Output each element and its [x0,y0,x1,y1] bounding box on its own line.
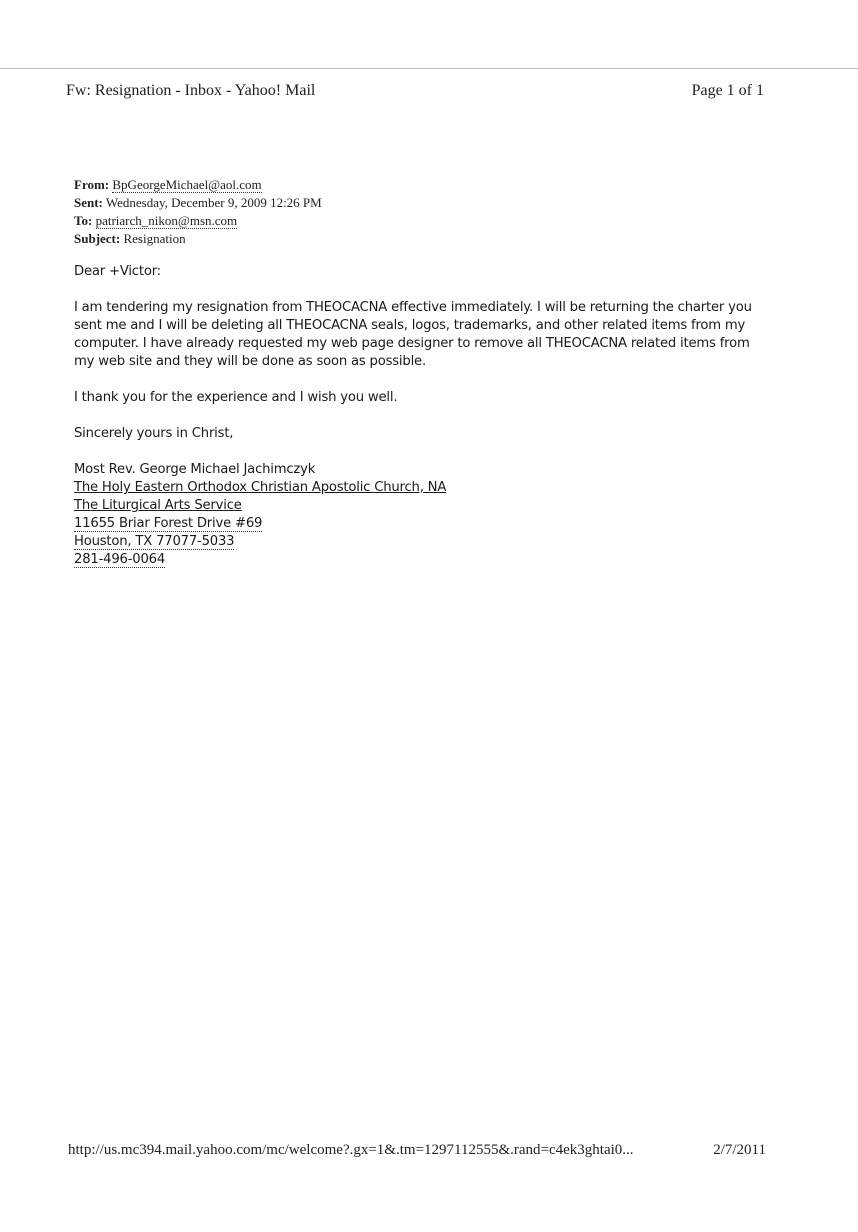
print-footer-url: http://us.mc394.mail.yahoo.com/mc/welcome?.gx=1&.tm=1297112555&.rand=c4ek3ghtai0... [68,1142,634,1158]
print-header-page-number: Page 1 of 1 [691,82,764,99]
subject-row [74,230,322,248]
sent-label: Sent: [74,195,103,210]
body-paragraph-2: I thank you for the experience and I wish you well. [74,390,398,405]
signature-block [74,461,764,569]
signature-name: Most Rev. George Michael Jachimczyk [74,462,316,477]
greeting: Dear +Victor: [74,264,161,279]
top-divider [0,68,858,69]
print-footer-date: 2/7/2011 [713,1142,766,1158]
body-paragraph-1: I am tendering my resignation from THEOCACNA effective immediately. I will be returning the charter you sent me and I will be deleting all THEOCACNA seals, logos, trademarks, and other related items from my computer. I have already requested my web page designer to remove all THEOCACNA related items from my web site and they will be done as soon as possible. [74,300,752,369]
subject-value: Resignation [123,231,186,246]
service-link[interactable]: The Liturgical Arts Service [74,498,242,513]
sent-value: Wednesday, December 9, 2009 12:26 PM [105,195,322,210]
to-address-link[interactable]: patriarch_nikon@msn.com [95,213,238,228]
to-label: To: [74,213,93,228]
from-label: From: [74,177,110,192]
address-line-1[interactable]: 11655 Briar Forest Drive #69 [74,516,263,531]
phone-number[interactable]: 281-496-0064 [74,552,166,567]
email-body [74,263,764,569]
address-line-2[interactable]: Houston, TX 77077-5033 [74,534,235,549]
sent-row [74,194,322,212]
from-address-link[interactable]: BpGeorgeMichael@aol.com [112,177,262,192]
to-row [74,212,322,230]
print-header-title: Fw: Resignation - Inbox - Yahoo! Mail [66,82,316,99]
email-headers [74,176,322,248]
from-row [74,176,322,194]
church-link[interactable]: The Holy Eastern Orthodox Christian Apostolic Church, NA [74,480,447,495]
closing: Sincerely yours in Christ, [74,426,234,441]
subject-label: Subject: [74,231,121,246]
